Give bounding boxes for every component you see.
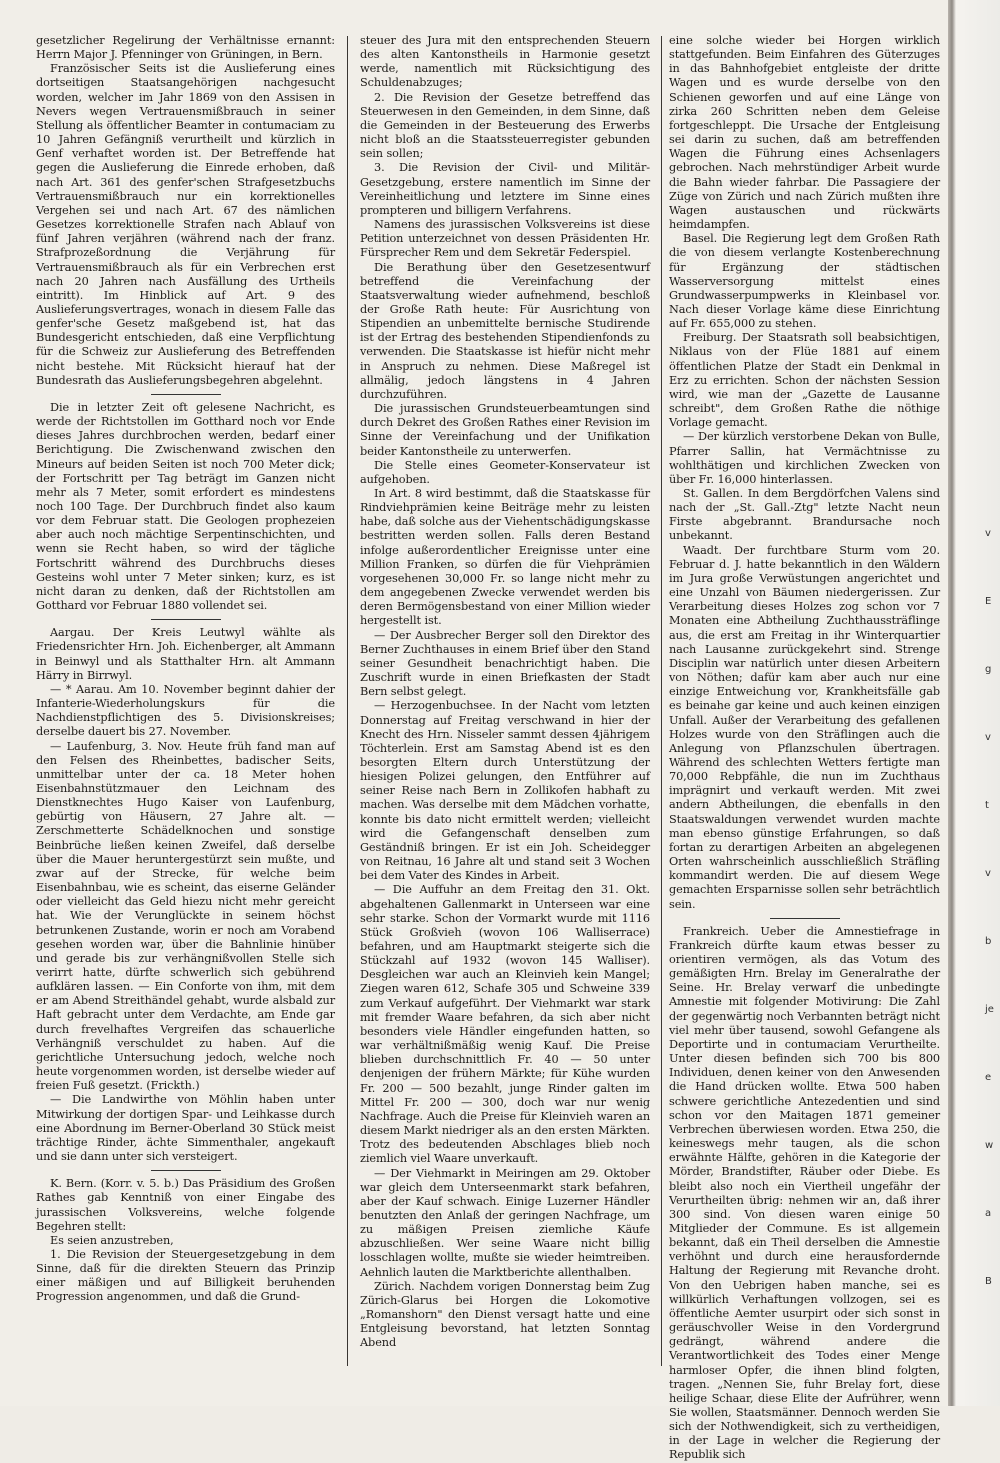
article-paragraph: Waadt. Der furchtbare Sturm vom 20. Februar d. J. hatte bekanntlich in den Wäldern im Jura große Verwüstungen angerichtet und eine Unzahl von Bäumen niedergerissen. Zur Verarbeitung dieses Holzes zog schon vor 7 Monaten eine Abtheilung Zuchthaussträflinge aus, die erst am Freitag in ihr Winterquartier nach Lausanne zurückgekehrt sind. Strenge Disciplin war natürlich unter diesen Arbeitern von Nöthen; dafür kam aber auch nur eine einzige Entweichung vor, Krankheitsfälle gab es beinahe gar keine und auch keinen einzigen Unfall. Außer der Verarbeitung des gefallenen Holzes wurde von den Sträflingen auch die Anlegung von Pflanzschulen übertragen. Während des schlechten Wetters fertigte man 70,000 Rebpfähle, die nun im Zuchthaus imprägnirt und verkauft werden. Mit zwei andern Abtheilungen, die ebenfalls in den Staatswaldungen verwendet wurden machte man ebenso günstige Erfahrungen, so daß fortan zu derartigen Arbeiten an abgelegenen Orten wahrscheinlich ausschließlich Sträfling kommandirt werden. Die auf diesem Wege gemachten Ersparnisse sollen sehr beträchtlich sein.: [669, 543, 940, 911]
article-paragraph: Aargau. Der Kreis Leutwyl wählte als Friedensrichter Hrn. Joh. Eichenberger, alt Ammann in Beinwyl und als Statthalter Hrn. alt Ammann Härry in Birrwyl.: [36, 626, 335, 682]
article-paragraph: eine solche wieder bei Horgen wirklich stattgefunden. Beim Einfahren des Güterzuges in das Bahnhofgebiet entgleiste der dritte Wagen und es wurde derselbe von den Schienen geworfen und auf eine Länge von zirka 260 Schritten neben dem Geleise fortgeschleppt. Die Ursache der Entgleisung sei darin zu suchen, daß am betreffenden Wagen die Führung eines Achsenlagers gebrochen. Nach mehrstündiger Arbeit wurde die Bahn wieder fahrbar. Die Passagiere der Züge von Zürich und nach Zürich mußten ihre Wagen austauschen und rückwärts heimdampfen.: [669, 34, 940, 232]
bleed-fragment: v: [985, 732, 991, 743]
section-separator: [770, 918, 840, 919]
article-paragraph: K. Bern. (Korr. v. 5. b.) Das Präsidium des Großen Rathes gab Kenntniß von einer Eingabe des jurassischen Volksvereins, welche folgende Begehren stellt:: [36, 1177, 335, 1233]
article-paragraph: Französischer Seits ist die Auslieferung eines dortseitigen Staatsangehörigen nachgesucht worden, welcher im Jahr 1869 von den Assisen in Nevers wegen Vertrauensmißbrauch in seiner Stellung als öffentlicher Beamter in contumaciam zu 10 Jahren Gefängniß verurtheilt und kürzlich in Genf verhaftet worden ist. Der Betreffende hat gegen die Auslieferung die Einrede erhoben, daß nach Art. 361 des genfer'schen Strafgesetzbuchs Vertrauensmißbrauch nur ein korrektionelles Vergehen sei und nach Art. 67 des nämlichen Gesetzes korrektionelle Strafen nach Ablauf von fünf Jahren verjähren (während nach der franz. Strafprozeßordnung die Verjährung für Vertrauensmißbrauch als für ein Verbrechen erst nach 20 Jahren nach Ausfällung des Urtheils eintritt). Im Hinblick auf Art. 9 des Auslieferungsvertrages, wonach in diesem Falle das genfer'sche Gesetz maßgebend ist, hat das Bundesgericht entschieden, daß eine Verpflichtung für die Schweiz zur Auslieferung des Betreffenden nicht bestehe. Mit Rücksicht hierauf hat der Bundesrath das Auslieferungsbegehren abgelehnt.: [36, 62, 335, 387]
adjacent-page-bleed: [985, 0, 1000, 1406]
article-paragraph: Frankreich. Ueber die Amnestiefrage in Frankreich dürfte kaum etwas besser zu orientiren vermögen, als das Votum des gemäßigten Hrn. Brelay im Generalrathe der Seine. Hr. Brelay verwarf die unbedingte Amnestie mit folgender Motivirung: Die Zahl der gegenwärtig noch Verbannten beträgt nicht viel mehr über tausend, sowohl Gefangene als Deportirte und in contumaciam Verurtheilte. Unter diesen befinden sich 700 bis 800 Individuen, denen keiner von den Anwesenden die Hand drücken wollte. Etwa 500 haben schwere gerichtliche Antezedentien und sind schon vor den Maitagen 1871 gemeiner Verbrechen überwiesen worden. Etwa 250, die keineswegs mehr taugen, als die schon erwähnte Hälfte, gehören in die Kategorie der Mörder, Brandstifter, Räuber oder Diebe. Es bleibt also noch ein Viertheil ungefähr der Verurtheilten übrig: nehmen wir an, daß ihrer 300 sind. Von diesen waren einige 50 Mitglieder der Commune. Es ist allgemein bekannt, daß ein Theil derselben die Amnestie verhöhnt und durch eine herausfordernde Haltung der Regierung mit Revanche droht. Von den Uebrigen haben manche, sei es willkürlich Verhaftungen vollzogen, sei es öffentliche Aemter usurpirt oder sich sonst in geräuschvoller Weise in den Vordergrund gedrängt, während andere die Verantwortlichkeit des Todes einer Menge harmloser Opfer, die ihnen blind folgten, tragen. „Nennen Sie, fuhr Brelay fort, diese heilige Schaar, diese Elite der Aufrührer, wenn Sie wollen, Staatsmänner. Dennoch werden Sie sich der Nothwendigkeit, sich zu vertheidigen, in der Lage in welcher die Regierung der Republik sich: [669, 924, 940, 1462]
column-divider: [661, 36, 662, 1366]
bleed-fragment: a: [985, 1208, 992, 1219]
article-paragraph: Die in letzter Zeit oft gelesene Nachricht, es werde der Richtstollen im Gotthard noch vor Ende dieses Jahres durchbrochen werden, bedarf einer Berichtigung. Die Zwischenwand zwischen den Mineurs auf beiden Seiten ist noch 700 Meter dick; der Fortschritt per Tag beträgt im Ganzen nicht mehr als 7 Meter, somit erfordert es mindestens noch 100 Tage. Der Durchbruch findet also kaum vor dem Februar statt. Die Geologen prophezeien aber auch noch mächtige Serpentinschichten, und wenn sie Recht haben, so wird der tägliche Fortschritt während des Durchbruchs dieses Gesteins wohl unter 7 Meter sinken; kurz, es ist nicht daran zu denken, daß der Richtstollen am Gotthard vor Februar 1880 vollendet sei.: [36, 400, 335, 613]
article-paragraph: Basel. Die Regierung legt dem Großen Rath die von diesem verlangte Kostenberechnung für Ergänzung der städtischen Wasserversorgung mittelst eines Grundwasserpumpwerks in Kleinbasel vor. Nach dieser Vorlage käme diese Einrichtung auf Fr. 655,000 zu stehen.: [669, 232, 940, 331]
bleed-fragment: v: [985, 868, 991, 879]
article-paragraph: — Der kürzlich verstorbene Dekan von Bulle, Pfarrer Sallin, hat Vermächtnisse zu wohlthätigen und kirchlichen Zwecken von über Fr. 16,000 hinterlassen.: [669, 430, 940, 486]
section-separator: [151, 619, 221, 620]
section-separator: [151, 394, 221, 395]
article-paragraph: In Art. 8 wird bestimmt, daß die Staatskasse für Rindviehprämien keine Beiträge mehr zu leisten habe, daß solche aus der Viehentschädigungskasse bestritten werden sollen. Falls deren Bestand infolge außerordentlicher Ereignisse unter eine Million Franken, so dürfen die für Viehprämien vorgesehenen 30,000 Fr. so lange nicht mehr zu dem angegebenen Zwecke verwendet werden bis deren Bermögensbestand von einer Million wieder hergestellt ist.: [360, 487, 650, 628]
article-paragraph: — Die Landwirthe von Möhlin haben unter Mitwirkung der dortigen Spar- und Leihkasse durch eine Abordnung im Berner-Oberland 30 Stück meist trächtige Rinder, ächte Simmenthaler, angekauft und sie dann unter sich versteigert.: [36, 1093, 335, 1164]
article-paragraph: — Herzogenbuchsee. In der Nacht vom letzten Donnerstag auf Freitag verschwand in hier der Knecht des Hrn. Nisseler sammt dessen 4jährigem Töchterlein. Erst am Samstag Abend ist es den besorgten Eltern durch Unterstützung der hiesigen Polizei gelungen, den Entführer auf seiner Reise nach Bern in Zollikofen habhaft zu machen. Was derselbe mit dem Mädchen vorhatte, konnte bis dato nicht ermittelt werden; vielleicht wird die Gefangenschaft denselben zum Geständniß bringen. Er ist ein Joh. Scheidegger von Reitnau, 16 Jahre alt und stand seit 3 Wochen bei dem Vater des Kindes in Arbeit.: [360, 699, 650, 883]
bleed-fragment: b: [985, 936, 992, 947]
bleed-fragment: w: [985, 1140, 994, 1151]
column-2: [360, 34, 650, 1374]
bleed-fragment: g: [985, 664, 992, 675]
bleed-fragment: v: [985, 528, 991, 539]
article-paragraph: — * Aarau. Am 10. November beginnt dahier der Infanterie-Wiederholungskurs für die Nachdienstpflichtigen des 5. Divisionskreises; derselbe dauert bis 27. November.: [36, 682, 335, 739]
column-divider: [347, 36, 348, 1366]
bleed-fragment: E: [985, 596, 992, 607]
article-paragraph: — Laufenburg, 3. Nov. Heute früh fand man auf den Felsen des Rheinbettes, badischer Seits, unmittelbar unter der ca. 18 Meter hohen Eisenbahnstützmauer den Leichnam des Dienstknechtes Hugo Kaiser von Laufenburg, gebürtig von Häusern, 27 Jahre alt. — Zerschmetterte Schädelknochen und sonstige Beinbrüche ließen keinen Zweifel, daß derselbe über die Mauer heruntergestürzt sein mußte, und zwar auf der Strecke, für welche beim Eisenbahnbau, wie es scheint, das eiserne Geländer oder vielleicht das Geld hiezu nicht mehr gereicht hat. Wie der Verunglückte in seinem höchst betrunkenen Zustande, worin er noch am Vorabend gesehen worden war, über die Bahnlinie hinüber und gerade bis zur verhängnißvollen Stelle sich verirrt hatte, dürfte schwerlich sich gebührend aufklären lassen. — Ein Conforte von ihm, mit dem er am Abend Streithändel gehabt, wurde alsbald zur Haft gebracht unter dem Verdachte, am Ende gar durch frevelhaftes Vergreifen das schauerliche Verhängniß verschuldet zu haben. Auf die gerichtliche Untersuchung jedoch, welche noch heute vorgenommen worden, ist derselbe wieder auf freien Fuß gesetzt. (Frickth.): [36, 739, 335, 1093]
article-paragraph: Zürich. Nachdem vorigen Donnerstag beim Zug Zürich-Glarus bei Horgen die Lokomotive „Romanshorn" den Dienst versagt hatte und eine Entgleisung bevorstand, hat letzten Sonntag Abend: [360, 1279, 650, 1350]
bleed-fragment: je: [985, 1004, 994, 1015]
article-paragraph: Die Stelle eines Geometer-Konservateur ist aufgehoben.: [360, 458, 650, 486]
article-paragraph: Namens des jurassischen Volksvereins ist diese Petition unterzeichnet von dessen Präsidenten Hr. Fürsprecher Rem und dem Sekretär Federspiel.: [360, 218, 650, 260]
article-paragraph: Die Berathung über den Gesetzesentwurf betreffend die Vereinfachung der Staatsverwaltung wieder aufnehmend, beschloß der Große Rath heute: Für Ausrichtung von Stipendien an unbemittelte bernische Studirende ist der Ertrag des bestehenden Stipendienfonds zu verwenden. Die Staatskasse ist hiefür nicht mehr in Anspruch zu nehmen. Diese Maßregel ist allmälig, jedoch längstens in 4 Jahren durchzuführen.: [360, 260, 650, 401]
column-1: [36, 34, 335, 1374]
bleed-fragment: t: [985, 800, 989, 811]
article-paragraph: — Der Viehmarkt in Meiringen am 29. Oktober war gleich dem Unterseenmarkt stark befahren, aber der Kauf schwach. Einige Luzerner Händler benutzten den Anlaß der geringen Nachfrage, um zu mäßigen Preisen ziemliche Käufe abzuschließen. Wer seine Waare nicht billig losschlagen wollte, mußte sie wieder heimtreiben. Aehnlich lauten die Marktberichte allenthalben.: [360, 1166, 650, 1279]
article-paragraph: 3. Die Revision der Civil- und Militär-Gesetzgebung, erstere namentlich im Sinne der Vereinheitlichung und letztere im Sinne eines prompteren und billigern Verfahrens.: [360, 161, 650, 217]
article-paragraph: St. Gallen. In dem Bergdörfchen Valens sind nach der „St. Gall.-Ztg" letzte Nacht neun Firste abgebrannt. Brandursache noch unbekannt.: [669, 487, 940, 543]
article-paragraph: 2. Die Revision der Gesetze betreffend das Steuerwesen in den Gemeinden, in dem Sinne, daß die Gemeinden in der Besteuerung des Erwerbs nicht bloß an die Staatssteuerregister gebunden sein sollen;: [360, 90, 650, 161]
bleed-fragment: e: [985, 1072, 992, 1083]
article-paragraph: Es seien anzustreben,: [50, 1233, 174, 1247]
article-paragraph: — Der Ausbrecher Berger soll den Direktor des Berner Zuchthauses in einem Brief über den Stand seiner Gesundheit benachrichtigt haben. Die Zuschrift wurde in einen Briefkasten der Stadt Bern selbst gelegt.: [360, 628, 650, 699]
article-paragraph: gesetzlicher Regelirung der Verhältnisse ernannt: Herrn Major J. Pfenninger von Grüningen, in Bern.: [36, 34, 335, 62]
article-paragraph: steuer des Jura mit den entsprechenden Steuern des alten Kantonstheils in Harmonie gesetzt werde, namentlich mit Rücksichtigung des Schuldenabzuges;: [360, 34, 650, 90]
article-paragraph: 1. Die Revision der Steuergesetzgebung in dem Sinne, daß für die direkten Steuern das Prinzip einer mäßigen und auf Billigkeit beruhenden Progression angenommen, und daß die Grund-: [36, 1247, 335, 1304]
article-paragraph: Die jurassischen Grundsteuerbeamtungen sind durch Dekret des Großen Rathes einer Revision im Sinne der Vereinfachung und der Unifikation beider Kantonstheile zu unterwerfen.: [360, 402, 650, 458]
article-paragraph: Freiburg. Der Staatsrath soll beabsichtigen, Niklaus von der Flüe 1881 auf einem öffentlichen Platze der Stadt ein Denkmal in Erz zu errichten. Schon der nächsten Session wird, wie man der „Gazette de Lausanne schreibt", dem Großen Rathe die nöthige Vorlage gemacht.: [669, 331, 940, 430]
column-3: [669, 34, 940, 1462]
bleed-fragment: B: [985, 1276, 992, 1287]
section-separator: [151, 1170, 221, 1171]
article-paragraph: — Die Auffuhr an dem Freitag den 31. Okt. abgehaltenen Gallenmarkt in Unterseen war eine sehr starke. Schon der Vormarkt wurde mit 1116 Stück Großvieh (wovon 106 Walliserrace) befahren, und am Hauptmarkt steigerte sich die Stückzahl auf 1932 (wovon 145 Walliser). Desgleichen war auch an Kleinvieh kein Mangel; Ziegen waren 612, Schafe 305 und Schweine 339 zum Verkauf aufgeführt. Der Viehmarkt war stark mit fremder Waare befahren, da sich aber nicht besonders viele Händler eingefunden hatten, so war verhältnißmäßig wenig Kauf. Die Preise blieben durchschnittlich Fr. 40 — 50 unter denjenigen der frühern Märkte; für Kühe wurden Fr. 200 — 500 bezahlt, junge Rinder galten im Mittel Fr. 200 — 300, doch war nur wenig Nachfrage. Auch die Preise für Kleinvieh waren an diesem Markt niedriger als an den ersten Märkten. Trotz des bedeutenden Abschlages blieb noch ziemlich viel Waare unverkauft.: [360, 883, 650, 1166]
